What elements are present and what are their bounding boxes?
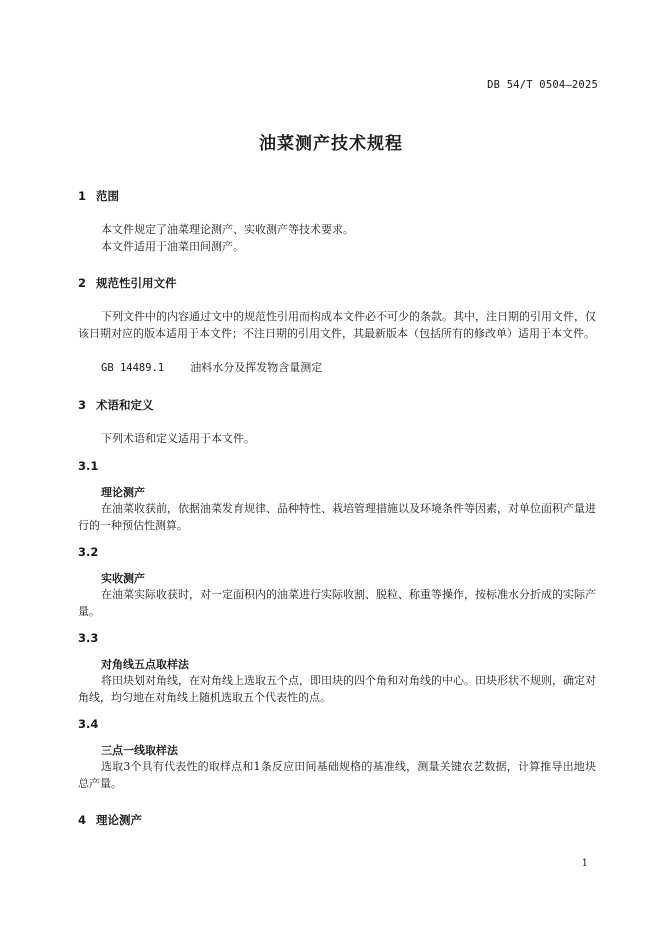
term-number: 3.2 — [78, 545, 99, 559]
section-4-heading — [78, 812, 142, 828]
term-number: 3.3 — [78, 631, 99, 645]
section-2-heading — [78, 275, 177, 291]
term-number: 3.1 — [78, 459, 99, 473]
reference-title: 油料水分及挥发物含量测定 — [190, 361, 323, 374]
section-title: 规范性引用文件 — [96, 276, 177, 290]
reference-code: GB 14489.1 — [101, 362, 165, 374]
paragraph: 下列术语和定义适用于本文件。 — [101, 432, 255, 445]
section-number: 1 — [78, 189, 87, 203]
document-code: DB 54/T 0504—2025 — [487, 79, 598, 91]
section-number: 2 — [78, 276, 87, 290]
page-number: 1 — [581, 858, 588, 869]
normative-reference — [101, 359, 322, 377]
section-1-heading — [78, 188, 119, 204]
section-title: 范围 — [96, 189, 119, 203]
term-number: 3.4 — [78, 717, 99, 731]
section-number: 4 — [78, 813, 87, 827]
term-definition: 将田块划对角线，在对角线上选取五个点，即田块的四个角和对角线的中心。田块形状不规则，确定对角线，均匀地在对角线上随机选取五个代表性的点。 — [78, 674, 596, 704]
term-definition: 选取3个具有代表性的取样点和1条反应田间基础规格的基准线，测量关键农艺数据，计算推导出地块总产量。 — [78, 760, 596, 790]
paragraph: 下列文件中的内容通过文中的规范性引用而构成本文件必不可少的条款。其中，注日期的引用文件，仅该日期对应的版本适用于本文件；不注日期的引用文件，其最新版本（包括所有的修改单）适用于本文件。 — [78, 310, 596, 340]
term-name: 实收测产 — [101, 572, 145, 585]
term-name: 理论测产 — [101, 486, 145, 499]
section-number: 3 — [78, 398, 87, 412]
section-3-heading — [78, 397, 154, 413]
section-title: 理论测产 — [96, 813, 142, 827]
section-title: 术语和定义 — [96, 398, 154, 412]
document-title: 油菜测产技术规程 — [259, 134, 403, 154]
paragraph: 本文件适用于油菜田间测产。 — [101, 240, 244, 253]
term-name: 三点一线取样法 — [101, 744, 178, 757]
term-definition: 在油菜实际收获时，对一定面积内的油菜进行实际收割、脱粒、称重等操作，按标准水分折成的实际产量。 — [78, 588, 596, 618]
term-definition: 在油菜收获前，依据油菜发育规律、品种特性、栽培管理措施以及环境条件等因素，对单位面积产量进行的一种预估性测算。 — [78, 502, 596, 532]
paragraph: 本文件规定了油菜理论测产、实收测产等技术要求。 — [101, 223, 354, 236]
term-name: 对角线五点取样法 — [101, 658, 189, 671]
